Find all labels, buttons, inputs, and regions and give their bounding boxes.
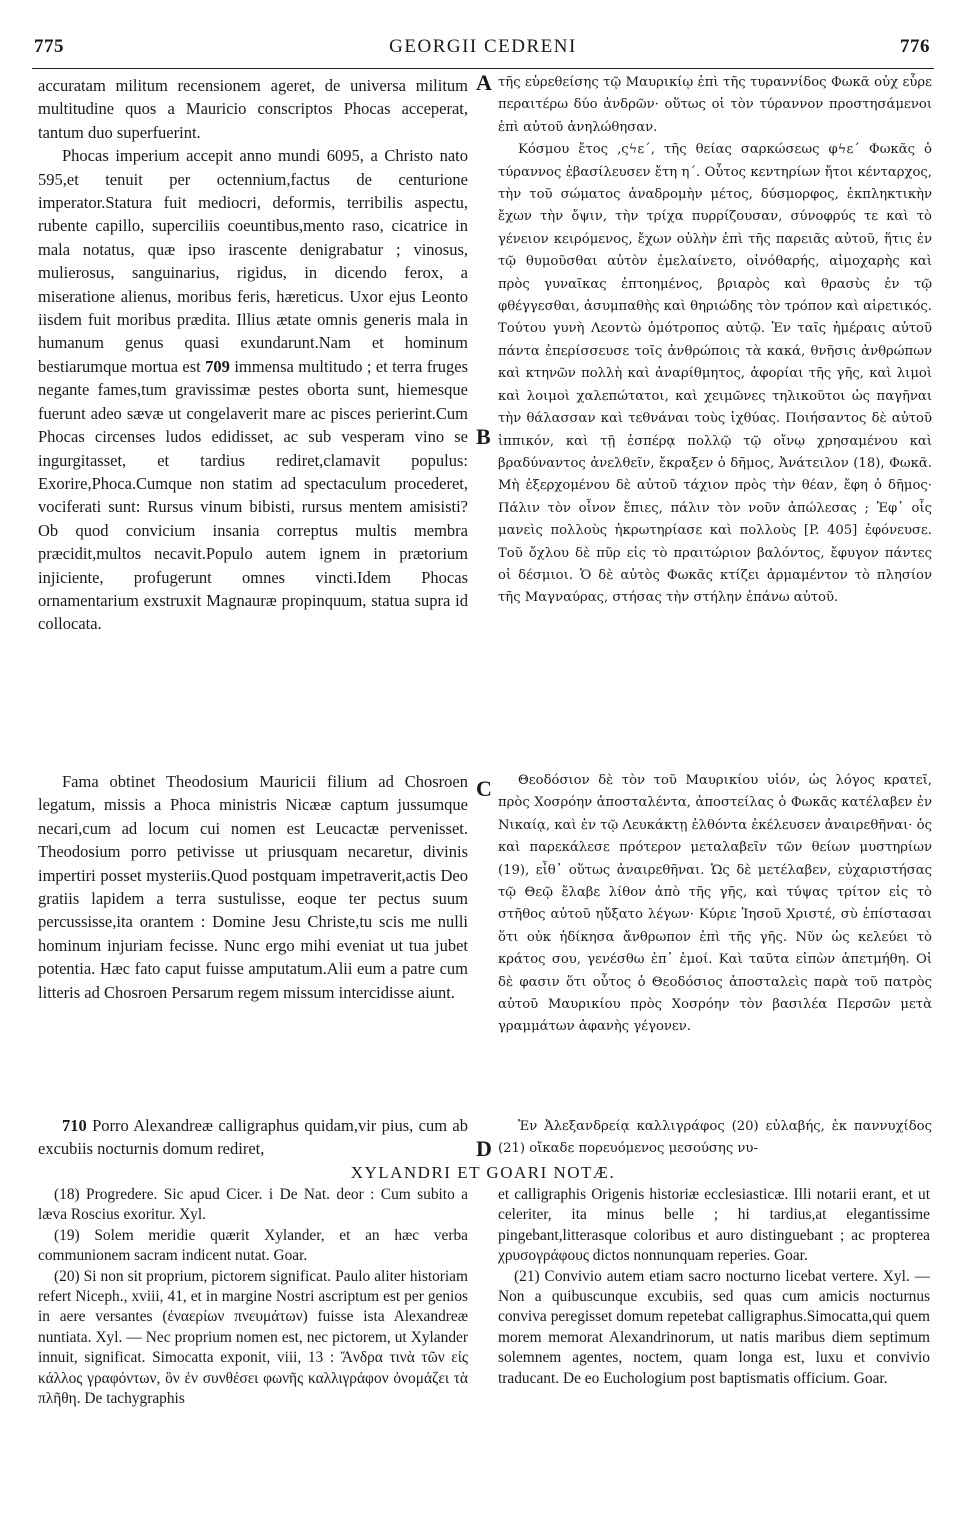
margin-letter-b: B [476, 424, 491, 449]
notes-right-column [498, 1185, 930, 1389]
latin-column-top [38, 74, 468, 636]
column-marker: 710 [62, 1116, 87, 1135]
greek-column-middle [498, 770, 932, 1039]
greek-column-bottom [498, 1116, 932, 1161]
notes-left-column [38, 1185, 468, 1409]
footnote: et calligraphis Origenis historiæ ecclesiasticæ. Illi notarii erant, et ut celeriter, ita minus belle ; hi tardius,at elegantissime pingebant,litterasque coloribus et auro distinguebant ; ac propterea χρυσογράφους dictos nonnunquam reperies. Goar. [498, 1186, 930, 1265]
greek-paragraph: Θεοδόσιον δὲ τὸν τοῦ Μαυρικίου υἱόν, ὡς λόγος κρατεῖ, πρὸς Χοσρόην ἀποσταλέντα, ἀποστείλας ὁ Φωκᾶς κατέλαβεν ἐν Νικαίᾳ, καὶ ἐν τῷ Λευκάκτῃ ἐλθόντα ἐκέλευσεν ἀναιρεθῆναι· ὁς καὶ παρεκάλεσε πρότερον μεταλαβεῖν τῶν θείων μυστηρίων (19), εἶθ᾽ οὕτως ἀναιρεθῆναι. Ὡς δὲ μετέλαβεν, εὐχαριστήσας τῷ Θεῷ ἔλαβε λίθον ἀπὸ τῆς γῆς, καὶ τύψας τρίτον εἰς τὸ στῆθος αὐτοῦ ηὔξατο λέγων· Κύριε Ἰησοῦ Χριστέ, σὺ ἐπίστασαι ὅτι οὐκ ἠδίκησα ἄνθρωπον ἐπὶ τῆς γῆς. Νῦν ὡς κελεύει τὸ κράτος σου, γενέσθω ἐπ᾽ ἐμοί. Καὶ ταῦτα εἰπὼν ἀπετμήθη. Οἱ δὲ φασιν ὅτι οὗτος ὁ Θεοδόσιος ἀποσταλεὶς παρὰ τοῦ πατρὸς αὐτοῦ Μαυρικίου πρὸς Χοσρόην τὸν βασιλέα Περσῶν μετὰ γραμμάτων ἀφανὴς γέγονεν. [498, 773, 932, 1035]
footnote: (19) Solem meridie quærit Xylander, et an hæc verba communionem sacram indicent nutat. Goar. [38, 1226, 468, 1265]
running-title: GEORGII CEDRENI [389, 36, 577, 57]
page-number-right: 776 [900, 36, 930, 57]
footnote: (18) Progredere. Sic apud Cicer. i De Nat. deor : Cum subito a læva Roscius exoritur. Xyl. [38, 1186, 468, 1224]
latin-text: immensa multitudo ; et terra fruges negante fames,tum gravissimæ pestes oborta sunt, hiemesque fuerunt adeo sævæ ut congelaverit mare ac pisces perierint.Cum Phocas circenses ludos edidisset, ac sub vesperam vino se ingurgitasset, et tardius rediret,clamavit populus: Exorire,Phoca.Cumque non statim ad spectaculum procederet, vociferati sunt: Rursus vinum bibisti, rursus mentem amisisti? Ob quod convicium insania correptus multis membra præcidit,multos necavit.Populo autem ignem in prætorium injiciente, profugerunt omnes vincti.Idem Phocas ornamentarium exstruxit Magnauræ propinquum, statua supra id collocata. [38, 356, 468, 634]
latin-text: Porro Alexandreæ calligraphus quidam,vir pius, cum ab excubiis nocturnis domum rediret, [38, 1116, 468, 1159]
latin-column-bottom [38, 1114, 468, 1161]
latin-paragraph: accuratam militum recensionem ageret, de universa militum multitudine quos a Mauricio conscriptos Phocas acceperat, tantum duo superfuerint. [38, 76, 468, 142]
column-marker: 709 [205, 356, 230, 376]
latin-column-middle [38, 770, 468, 1004]
greek-paragraph: Κόσμου ἔτος ‚ςϟε΄, τῆς θείας σαρκώσεως φϟε΄ Φωκᾶς ὁ τύραννος ἐβασίλευσεν ἔτη η΄. Οὗτος κεντηρίων ἤτοι κένταρχος, τὴν τοῦ σώματος ἀναδρομὴν μέτος, δύσμορφος, ἐκπληκτικὴν ἔχων τὴν ὄψιν, τὴν τρίχα πυρρίζουσαν, σύνοφρύς τε καὶ τὸ γένειον κειρόμενος, ἔχων οὐλὴν ἐπὶ τῆς παρειᾶς αὐτοῦ, ἥτις ἐν τῷ θυμοῦσθαι αὐτὸν ἐμελαίνετο, οἰνόθαρής, αἱμοχαρὴς καὶ πρὸς γυναῖκας ἐπτοημένος, βριαρὸς καὶ θρασὺς ἐν τῷ φθέγγεσθαι, ἀσυμπαθὴς καὶ θηριώδης τὸν τρόπον καὶ αἱρετικός. Τούτου γυνὴ Λεοντὼ ὁμότροπος αὐτῷ. Ἐν ταῖς ἡμέραις αὐτοῦ πάντα ἐπερίσσευσε τοῖς ἀνθρώποις τὰ κακά, θνῆσις ἀνθρώπων καὶ κτηνῶν πολλὴ καὶ ἀναρίθμητος, ἀφορίαι τῆς γῆς, καὶ λιμοὶ καὶ λοιμοὶ χαλεπώτατοι, καὶ χειμῶνες τηλικοῦτοι ὡς παγῆναι τὴν θάλασσαν καὶ τεθνάναι τοὺς ἰχθύας. Ποιήσαντος δὲ αὐτοῦ ἱππικόν, καὶ τῇ ἑσπέρᾳ πολλῷ τῷ οἴνῳ χρησαμένου καὶ βραδύναντος ἀνελθεῖν, ἔκραξεν ὁ δῆμος, Ἀνάτειλον (18), Φωκᾶ. Μὴ ἐξερχομένου δὲ αὐτοῦ τάχιον πρὸς τὴν θέαν, ἔφη ὁ δῆμος· Πάλιν τὸν οἶνον ἔπιες, πάλιν τὸν νοῦν ἀπώλεσας ; Ἐφ᾽ οἷς μανεὶς πολλοὺς ἠκρωτηρίασε καὶ πολλοὺς [P. 405] ἐφόνευσε. Τοῦ ὄχλου δὲ πῦρ εἰς τὸ πραιτώριον βαλόντος, ἔφυγον πάντες οἱ δέσμιοι. Ὁ δὲ αὐτὸς Φωκᾶς κτίζει ἁρμαμέντον τὸ πλησίον τῆς Μαγναύρας, στήσας τὴν στήλην ἐπάνω αὐτοῦ. [498, 142, 932, 606]
margin-letter-c: C [476, 776, 492, 801]
latin-paragraph [38, 1114, 468, 1161]
greek-column-top [498, 72, 932, 610]
latin-paragraph: Fama obtinet Theodosium Mauricii filium ad Chosroen legatum, missis a Phoca ministris Nicææ captum jussumque necari,cum ad locum cui nomen est Leucactæ pervenisset. Theodosium porro petivisse ut priusquam necaretur, divinis impertiri posset mysteriis.Quod postquam impetraverit,actis Deo gratiis lapidem a terra sustulisse, eoque ter pectus suum percussisse,ita orantem : Domine Jesu Christe,tu scis me nulli hominum injuriam fecisse. Nunc ergo mihi eveniat ut tua jubet potentia. Hæc fato caput fuisse amputatum.Alii eum a patre cum litteris ad Chosroen Persarum regem missum intercidisse aiunt. [38, 772, 468, 1002]
margin-letter-a: A [476, 70, 492, 95]
page-number-left: 775 [34, 36, 64, 57]
footnote: (21) Convivio autem etiam sacro nocturno licebat vertere. Xyl. — Non a quibuscunque excubiis, sed quas cum amicis nocturnus conviva peregisset domum repetebat calligraphus.Simocatta,qui quem morem memorat Alexandrinorum, ut natis maribus diem septimum solemnem agentes, noctem, quam longa est, luxu et convivio traducant. De eo Euchologium post baptismatis officium. Goar. [498, 1267, 930, 1387]
greek-paragraph: τῆς εὑρεθείσης τῷ Μαυρικίῳ ἐπὶ τῆς τυραννίδος Φωκᾶ οὐχ εὗρε περαιτέρω δύο ἀνδρῶν· οὕτως οἱ τὸν τύραννον προστησάμενοι ἐπὶ αὐτοῦ ἀνηλώθησαν. [498, 75, 932, 135]
latin-text: Phocas imperium accepit anno mundi 6095, a Christo nato 595,et tenuit per octennium,factus de centurione imperator.Statura fuit mediocri, deformis, terribilis aspectu, rubente capillo, superciliis coeuntibus,mento raso, cicatrice in mala notatus, quæ ipso irascente denigrabatur ; vinosus, mulierosus, sanguinarius, rigidus, in dicendo ferox, a miseratione alienus, moribus feris, hæreticus. Uxor ejus Leonto iisdem fuit moribus prædita. Illius ætate omnis generis mala in humanum genus quasi exundarunt.Nam et hominum bestiarumque mortua est [38, 146, 468, 376]
latin-paragraph [38, 144, 468, 636]
page-header [32, 34, 934, 69]
notes-title: XYLANDRI ET GOARI NOTÆ. [350, 1163, 616, 1182]
greek-paragraph: Ἐν Ἀλεξανδρείᾳ καλλιγράφος (20) εὐλαβής, ἐκ παννυχίδος (21) οἴκαδε πορευόμενος μεσούσης νυ- [498, 1119, 932, 1157]
margin-letter-d: D [476, 1136, 492, 1161]
footnote: (20) Si non sit proprium, pictorem significat. Paulo aliter historiam refert Niceph., xviii, 41, et in margine Nostri ascriptum est per genios in aere versantes (ἐναερίων πνευμάτων) fuisse ista Alexandreæ nuntiata. Xyl. — Nec proprium nomen est, nec pictorem, ut Xylander innuit, significat. Simocatta exponit, viii, 13 : Ἄνδρα τινὰ τῶν εἰς κάλλος γραφόντων, ὃν ἐν συνθέσει φωνῆς καλλιγράφον ὀνομάζει τὰ πλῆθη. De tachygraphis [38, 1267, 468, 1408]
